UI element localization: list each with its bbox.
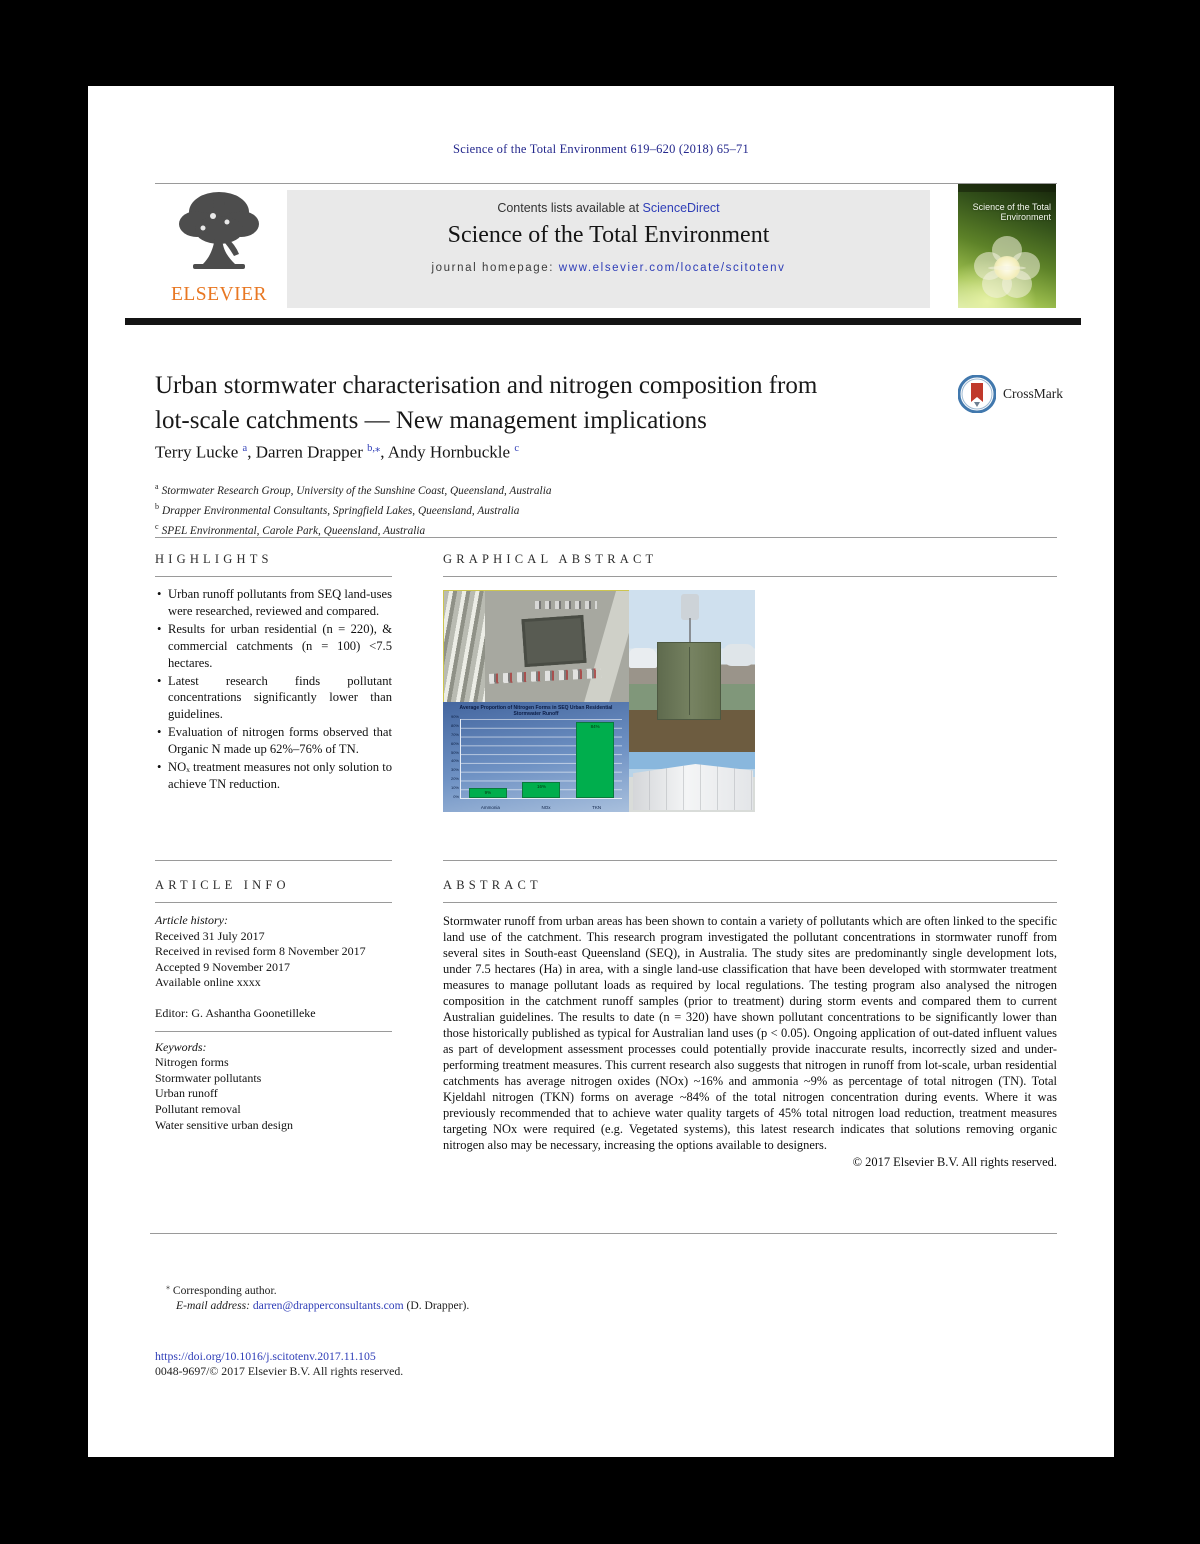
email-label: E-mail address: [176, 1298, 250, 1312]
history-line: Received 31 July 2017 [155, 928, 265, 943]
nitrogen-forms-chart: Average Proportion of Nitrogen Forms in SEQ Urban Residential Stormwater Runoff 9% 16% 84% Ammonia NOx TKN 0% 10% 20% 30% 40% 50% 60% 70% 80% 90% [443, 702, 629, 812]
article-info-underline [155, 902, 392, 903]
masthead [155, 190, 1057, 308]
affiliation-line: $^a$ Stormwater Research Group, University of the Sunshine Coast, Queensland, Australia [155, 482, 552, 497]
keyword: Nitrogen forms [155, 1055, 229, 1070]
homepage-line [287, 262, 930, 274]
issn-line: 0048-9697/© 2017 Elsevier B.V. All rights reserved. [155, 1364, 404, 1378]
highlights-list [155, 586, 392, 793]
doi-link[interactable]: https://doi.org/10.1016/j.scitotenv.2017.11.105 [155, 1349, 376, 1363]
abstract-underline [443, 902, 1057, 903]
elsevier-tree-icon [169, 186, 269, 282]
column-top-rule [155, 860, 392, 861]
abstract-text: Stormwater runoff from urban areas has been shown to contain a variety of pollutants which are often linked to the specific land use of the catchment. This research program investigated the pollutant concentrations in stormwater runoff from several sites in South-east Queensland (SEQ), in Australia. The study sites are predominantly single development lots, under 7.5 hectares (Ha) in area, with a single land-use classification that have been developed with stormwater treatment measures to manage pollutant loads as required by local regulations. The testing program also analysed the nitrogen composition in the catchment runoff samples (prior to treatment) during storm events and compared them to current Australian guidelines. The results to date (n = 320) have shown pollutant concentrations to be significantly lower than those historically published as typical for Australian land uses (p < 0.05). Ongoing application of out-dated influent values as part of development assessment processes could potentially provide inaccurate results, incorrectly sized and under-performing treatment measures. This current research also suggests that nitrogen in runoff from lot-scale, urban residential catchments has average nitrogen oxides (NOx) ~16% and ammonia ~9% as percentage of total nitrogen (TN). Total Kjeldahl nitrogen (TKN) forms on average ~84% of the total nitrogen concentration during events. Where it was previously recommended that to achieve water quality targets of 45% total nitrogen load reduction, treatment measures targeting NOx were required (e.g. Vegetated systems), this latest research indicates that solutions removing organic nitrogen also may be necessary, increasing the options available to designers. [443, 914, 1057, 1152]
journal-citation: Science of the Total Environment 619–620 (2018) 65–71 [453, 142, 749, 156]
cover-topbar [958, 184, 1056, 192]
crossmark-label: CrossMark [1003, 386, 1063, 401]
chart-bar-TKN: 84% [576, 722, 614, 798]
footnote-line2 [166, 1298, 469, 1313]
footnote-rule [150, 1233, 1057, 1234]
cover-flower-graphic [974, 236, 1040, 300]
aerial-photo-residential [443, 590, 487, 704]
cover-title: Science of the Total Environment [972, 202, 1051, 222]
homepage-prefix: journal homepage: [431, 262, 559, 274]
column-top-rule [443, 860, 1057, 861]
chart-x-labels: Ammonia NOx TKN [480, 805, 602, 810]
highlight-item: • Results for urban residential (n = 220), & commercial catchments (n = 100) <7.5 hectares. [155, 621, 392, 672]
crossmark-badge[interactable] [958, 375, 1063, 413]
graphical-abstract-section [443, 552, 1057, 812]
keywords-rule [155, 1031, 392, 1032]
history-label: Article history: [155, 913, 228, 927]
sciencedirect-link[interactable]: ScienceDirect [642, 201, 720, 215]
affiliations [155, 479, 552, 538]
article-info-heading: ARTICLE INFO [155, 878, 290, 892]
photo-treatment-cabinet [629, 590, 755, 752]
photo-industrial-building [629, 752, 755, 812]
chart-bar-Ammonia: 9% [469, 788, 507, 798]
abstract-section [443, 860, 1057, 1170]
ga-chart-plot [460, 719, 622, 799]
corresponding-author-note [166, 1279, 469, 1313]
highlights-heading: HIGHLIGHTS [155, 552, 273, 566]
affiliation-line: $^c$ SPEL Environmental, Carole Park, Queensland, Australia [155, 521, 426, 537]
graphical-abstract-underline [443, 576, 1057, 577]
history-line: Accepted 9 November 2017 [155, 959, 290, 974]
article-info-body [155, 913, 392, 1133]
author-list: Terry Lucke $^a$, Darren Drapper $^{b,⁎}$, Andy Hornbuckle $^c$ [155, 442, 519, 462]
contents-prefix: Contents lists available at [497, 201, 643, 215]
contents-line [287, 190, 930, 215]
journal-title: Science of the Total Environment [447, 222, 770, 248]
footer-identifiers [155, 1349, 403, 1379]
elsevier-wordmark: ELSEVIER [170, 284, 268, 305]
keyword: Urban runoff [155, 1086, 218, 1101]
header-rule [155, 183, 1057, 184]
crossmark-icon [958, 375, 996, 413]
journal-cover-thumbnail [958, 184, 1056, 308]
author-name: Terry Lucke [155, 442, 239, 462]
history-line: Received in revised form 8 November 2017 [155, 944, 366, 959]
affiliation-line: $^b$ Drapper Environmental Consultants, Springfield Lakes, Queensland, Australia [155, 501, 520, 517]
keyword: Water sensitive urban design [155, 1117, 293, 1132]
abstract-heading: ABSTRACT [443, 878, 542, 892]
journal-banner [287, 190, 930, 308]
footnote-line1: ⁎ Corresponding author. [166, 1282, 277, 1297]
email-suffix: (D. Drapper). [406, 1298, 470, 1312]
author-affil-mark: c [514, 443, 519, 454]
highlight-item: • Urban runoff pollutants from SEQ land-uses were researched, reviewed and compared. [155, 586, 392, 620]
aerial-photo-commercial [485, 590, 629, 703]
article-info-section [155, 860, 392, 1133]
copyright-line: © 2017 Elsevier B.V. All rights reserved. [852, 1155, 1057, 1169]
homepage-link[interactable]: www.elsevier.com/locate/scitotenv [558, 262, 786, 274]
editor-line: Editor: G. Ashantha Goonetilleke [155, 1005, 316, 1020]
graphical-abstract-heading: GRAPHICAL ABSTRACT [443, 552, 658, 566]
highlight-item: • Evaluation of nitrogen forms observed that Organic N made up 62%–76% of TN. [155, 724, 392, 758]
article-first-page [88, 86, 1114, 1457]
article-title: Urban stormwater characterisation and nitrogen composition from lot-scale catchments — New management implications [155, 372, 818, 434]
highlights-section [155, 552, 392, 794]
masthead-divider-bar [125, 318, 1081, 325]
keywords-label: Keywords: [155, 1039, 207, 1054]
elsevier-logo [155, 186, 283, 308]
history-line: Available online xxxx [155, 975, 261, 990]
chart-title: Average Proportion of Nitrogen Forms in SEQ Urban Residential Stormwater Runoff [459, 705, 613, 717]
chart-bar-NOx: 16% [522, 782, 560, 798]
highlights-underline [155, 576, 392, 577]
keyword: Stormwater pollutants [155, 1070, 262, 1085]
author-affil-mark: a [242, 443, 248, 454]
highlight-item: • NOₓ treatment measures not only solution to achieve TN reduction. [155, 759, 392, 793]
author-affil-mark: b,⁎ [367, 443, 381, 454]
keyword: Pollutant removal [155, 1101, 241, 1116]
highlight-item: • Latest research finds pollutant concentrations significantly lower than guidelines. [155, 673, 392, 724]
section-rule [155, 537, 1057, 538]
email-link[interactable]: darren@drapperconsultants.com [252, 1298, 404, 1312]
graphical-abstract-image [443, 590, 755, 812]
author-name: Andy Hornbuckle [387, 442, 511, 462]
author-name: Darren Drapper [255, 442, 363, 462]
